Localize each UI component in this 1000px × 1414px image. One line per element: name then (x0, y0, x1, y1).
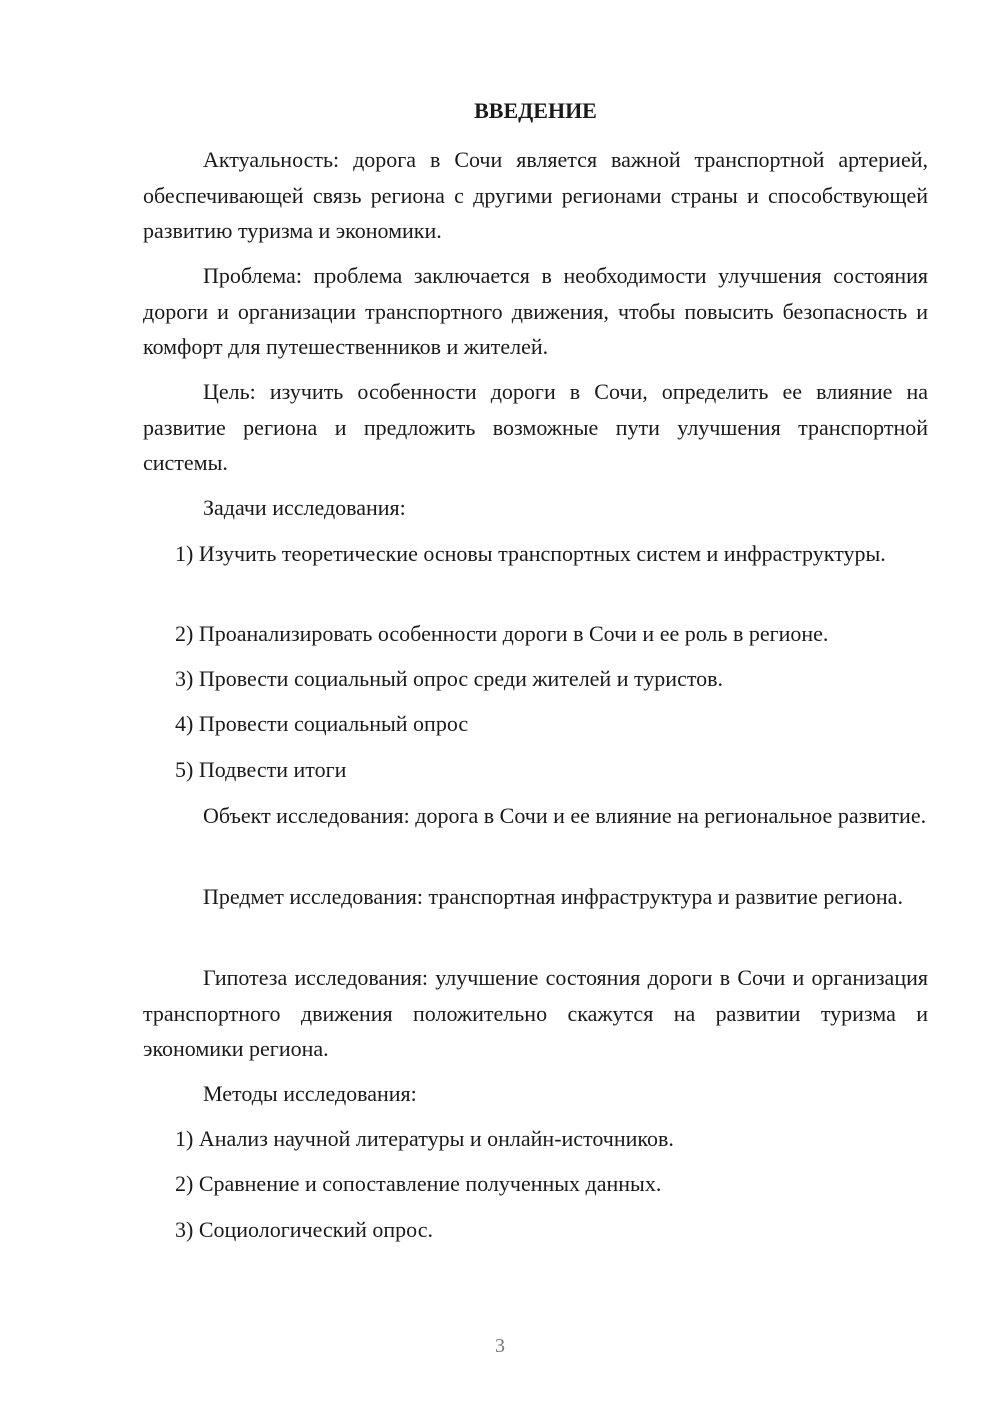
problem-paragraph: Проблема: проблема заключается в необходимости улучшения состояния дороги и организации транспортного движения, чтобы повысить безопасность и комфорт для путешественников и жителей. (143, 263, 928, 359)
goal-paragraph: Цель: изучить особенности дороги в Сочи, определить ее влияние на развитие региона и предложить возможные пути улучшения транспортной системы. (143, 379, 928, 475)
task-item: 5) Подвести итоги (175, 757, 347, 782)
tasks-title: Задачи исследования: (203, 495, 406, 520)
object-paragraph: Объект исследования: дорога в Сочи и ее влияние на региональное развитие. (203, 803, 927, 828)
page-number: 3 (495, 1335, 505, 1357)
task-item: 1) Изучить теоретические основы транспортных систем и инфраструктуры. (175, 541, 886, 566)
task-item: 2) Проанализировать особенности дороги в Сочи и ее роль в регионе. (175, 621, 829, 646)
methods-title: Методы исследования: (203, 1081, 417, 1106)
relevance-paragraph: Актуальность: дорога в Сочи является важной транспортной артерией, обеспечивающей связь региона с другими регионами страны и способствующей развитию туризма и экономики. (143, 147, 928, 243)
subject-paragraph: Предмет исследования: транспортная инфраструктура и развитие региона. (203, 884, 903, 909)
hypothesis-paragraph: Гипотеза исследования: улучшение состояния дороги в Сочи и организация транспортного движения положительно скажутся на развитии туризма и экономики региона. (143, 965, 928, 1061)
page-title: ВВЕДЕНИЕ (474, 98, 597, 123)
method-item: 2) Сравнение и сопоставление полученных данных. (175, 1171, 662, 1196)
task-item: 3) Провести социальный опрос среди жителей и туристов. (175, 666, 724, 691)
task-item: 4) Провести социальный опрос (175, 711, 469, 736)
method-item: 3) Социологический опрос. (175, 1217, 433, 1242)
method-item: 1) Анализ научной литературы и онлайн-источников. (175, 1126, 674, 1151)
